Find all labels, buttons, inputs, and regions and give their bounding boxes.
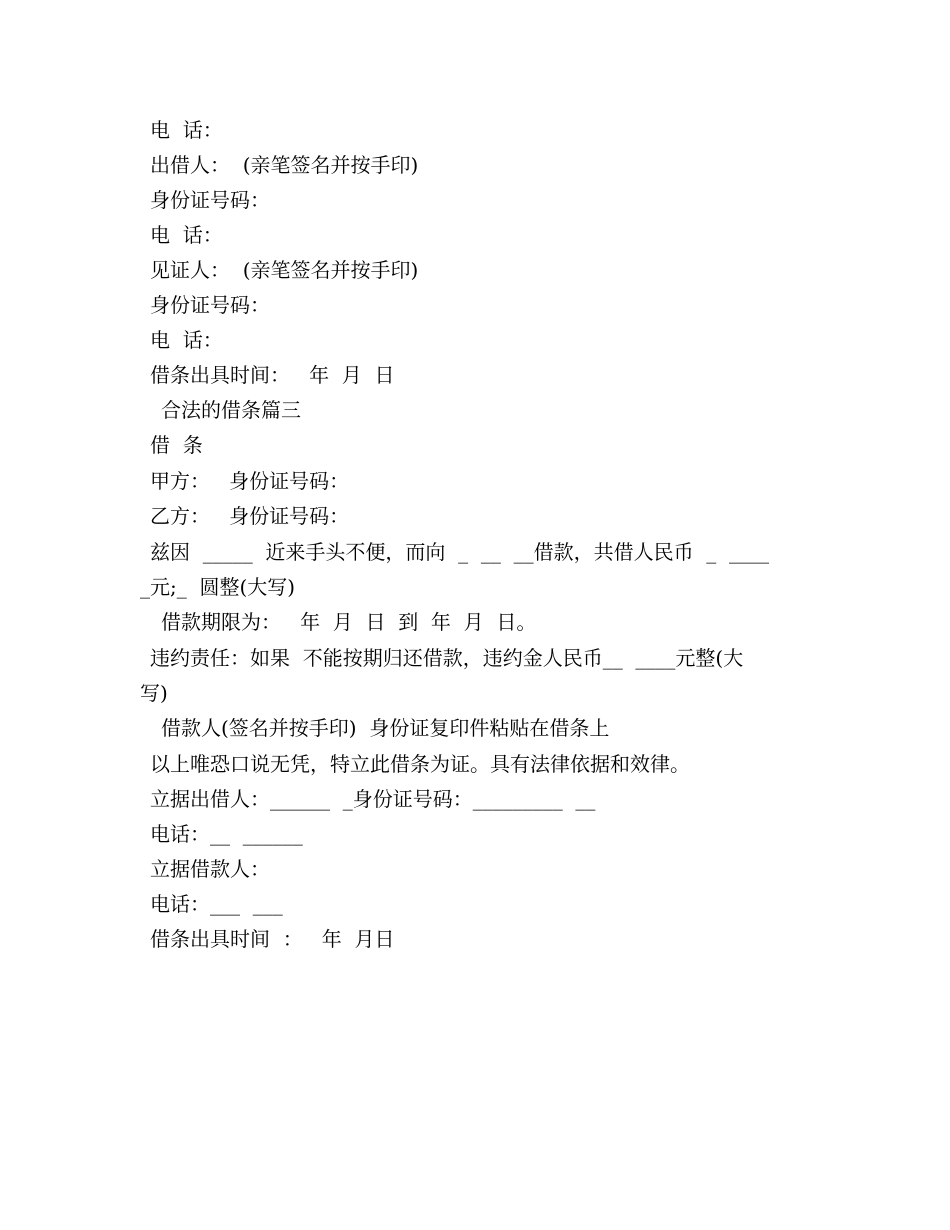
borrower-line: 立据借款人： [150,857,270,881]
lender-signature-line: 出借人： (亲笔签名并按手印) [150,153,419,177]
issue-date-line: 借条出具时间 ： 年 月日 [150,927,395,951]
party-b-line: 乙方： 身份证号码： [150,504,350,528]
phone-line: 电话：__ ______ [150,822,303,846]
issue-date-line: 借条出具时间： 年 月 日 [150,363,395,387]
iou-title: 借 条 [150,433,203,457]
loan-amount-line: _元;_ 圆整(大写) [140,575,296,599]
phone-line: 电 话： [150,118,223,142]
breach-liability-continuation: 写) [140,681,168,705]
phone-line: 电 话： [150,328,223,352]
loan-term-line: 借款期限为： 年 月 日 到 年 月 日。 [161,610,537,634]
borrower-signature-line: 借款人(签名并按手印) 身份证复印件粘贴在借条上 [161,716,610,740]
id-number-line: 身份证号码： [150,188,270,212]
phone-line: 电 话： [150,223,223,247]
breach-liability-line: 违约责任：如果 不能按期归还借款，违约金人民币__ ____元整(大 [150,646,744,670]
section-heading: 合法的借条篇三 [161,398,301,422]
lender-id-line: 立据出借人：______ _身份证号码：_________ __ [150,787,596,811]
phone-line: 电话：___ ___ [150,892,283,916]
loan-reason-line: 兹因 _____ 近来手头不便，而向 _ __ __借款，共借人民币 _ ____ [150,540,770,564]
party-a-line: 甲方： 身份证号码： [150,469,350,493]
id-number-line: 身份证号码： [150,293,270,317]
statement-line: 以上唯恐口说无凭，特立此借条为证。具有法律依据和效律。 [150,752,690,776]
witness-signature-line: 见证人： (亲笔签名并按手印) [150,258,419,282]
